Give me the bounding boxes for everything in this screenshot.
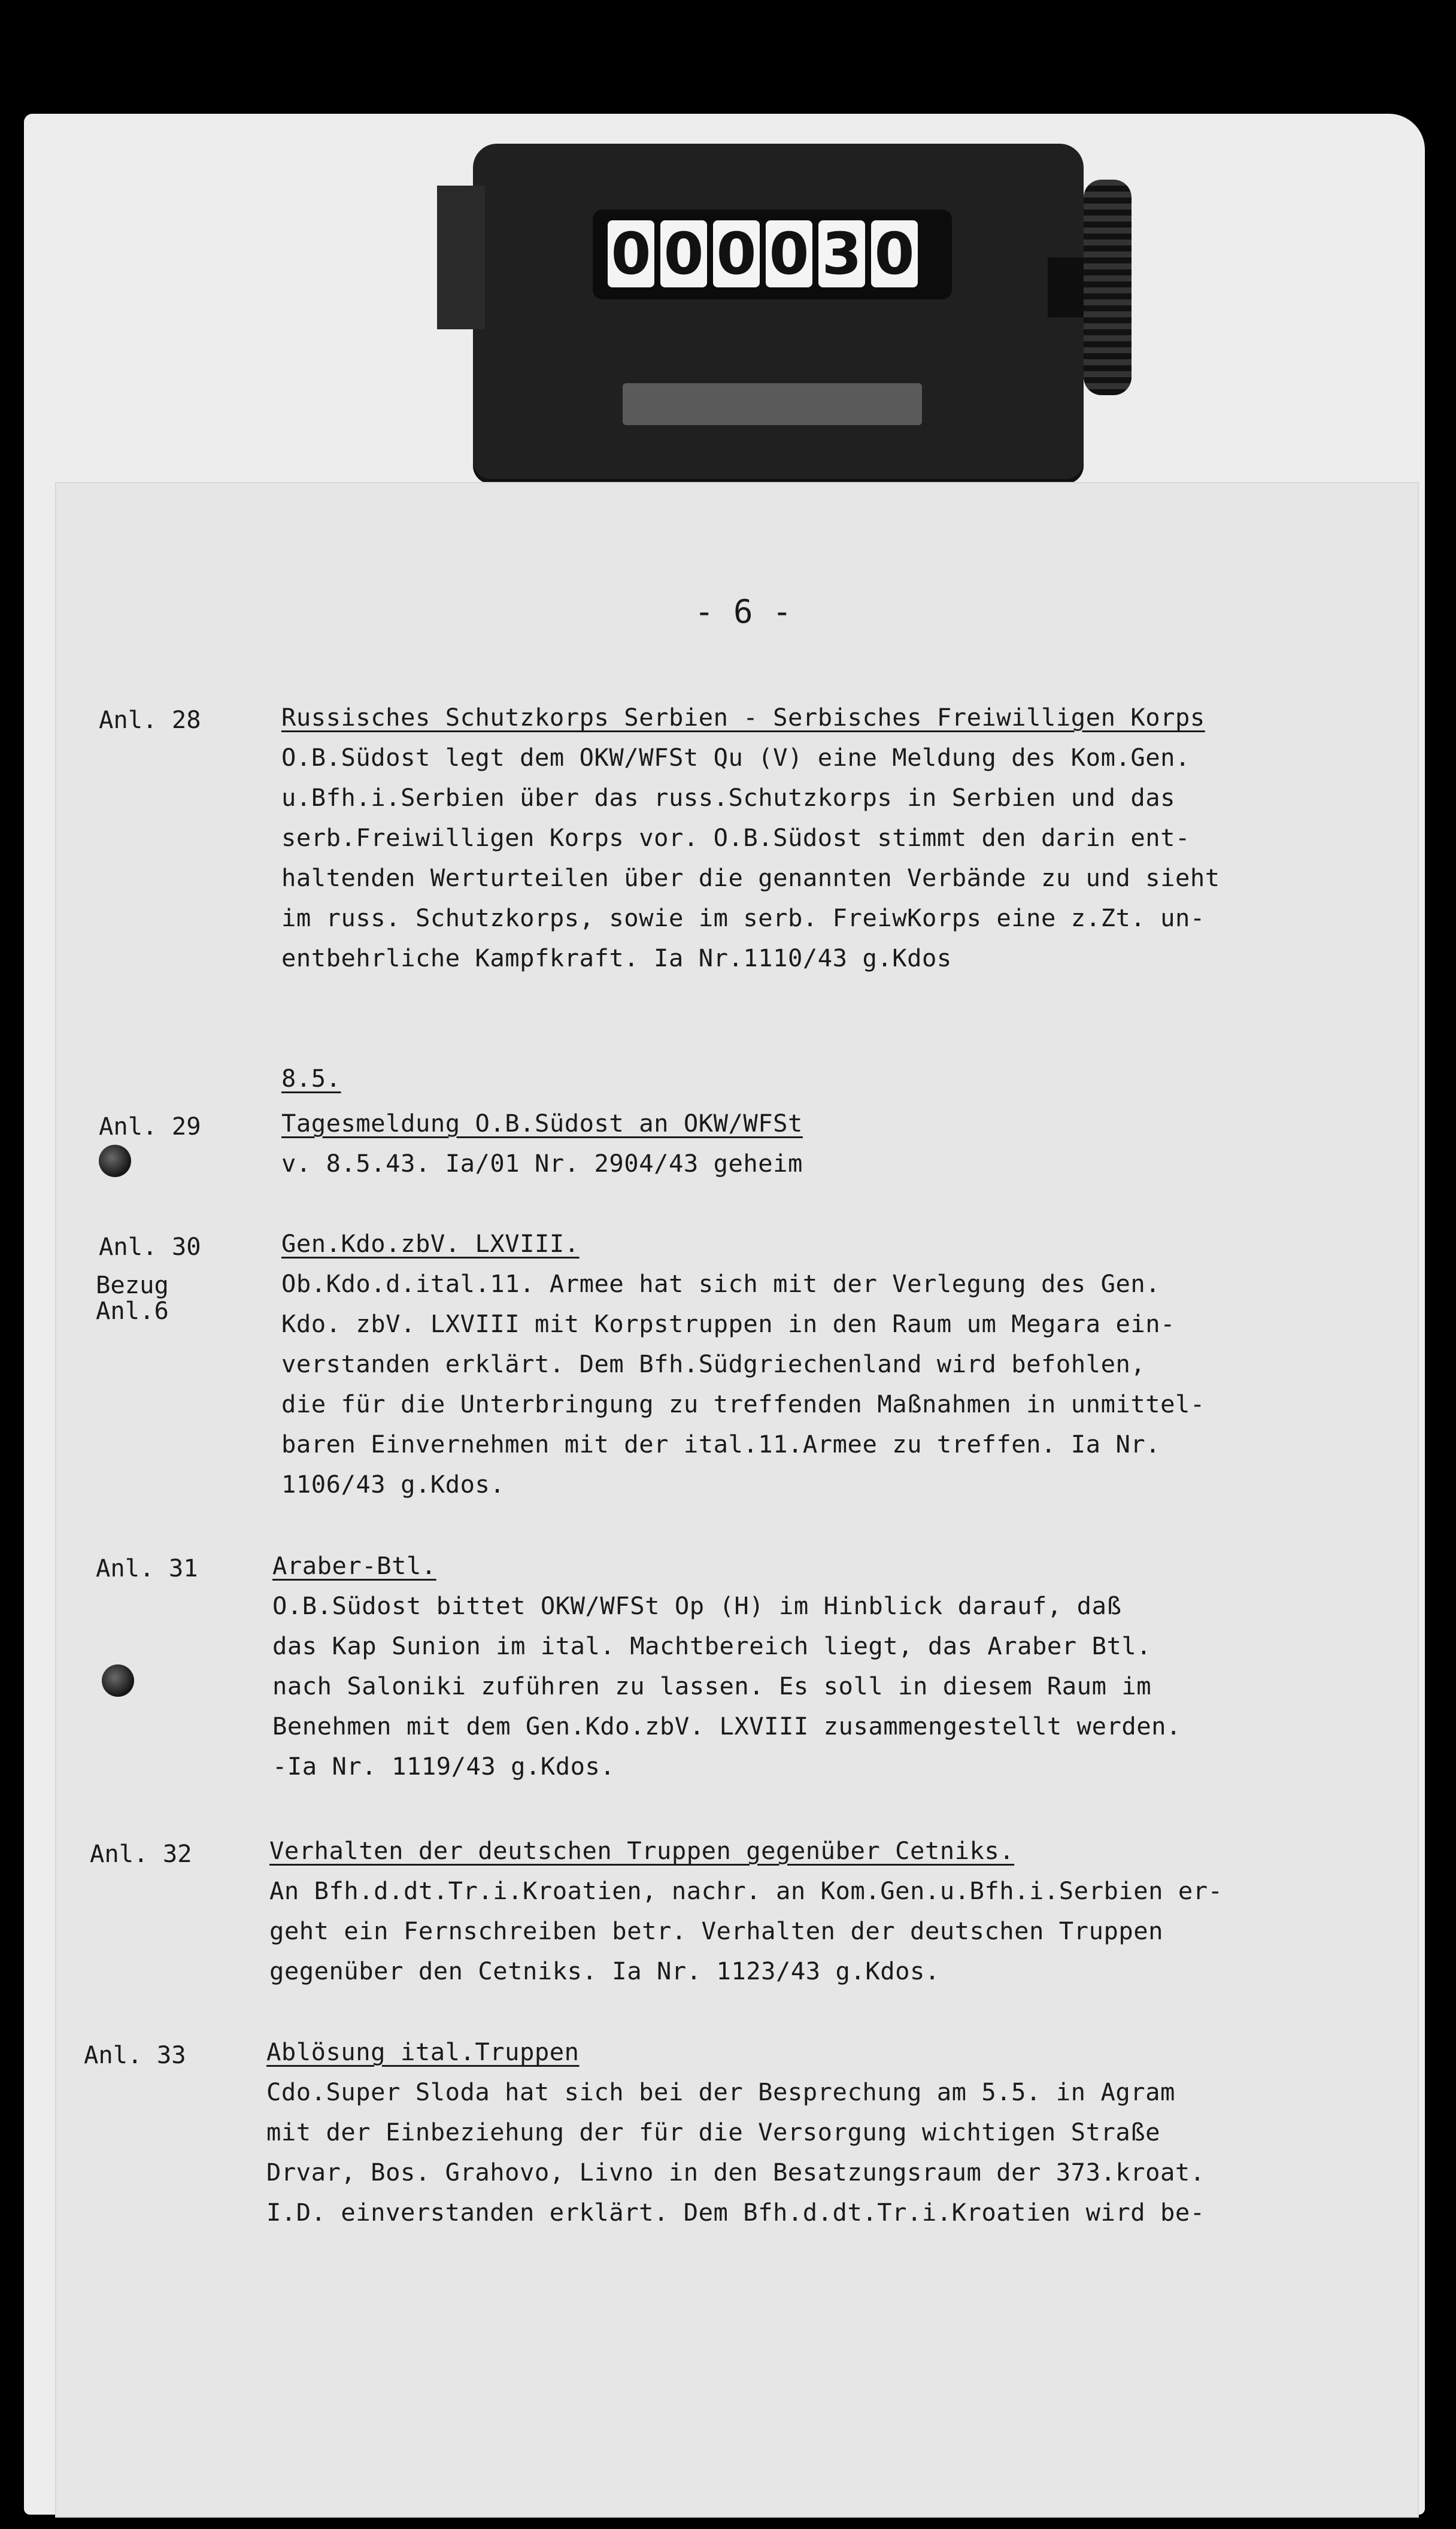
entry-line: serb.Freiwilligen Korps vor. O.B.Südost stimmt den darin ent- (281, 823, 1190, 852)
entry-line: O.B.Südost legt dem OKW/WFSt Qu (V) eine Meldung des Kom.Gen. (281, 743, 1190, 772)
entry-line: v. 8.5.43. Ia/01 Nr. 2904/43 geheim (281, 1149, 803, 1178)
entry-heading: Verhalten der deutschen Truppen gegenüber Cetniks. (269, 1836, 1015, 1865)
entry-line: O.B.Südost bittet OKW/WFSt Op (H) im Hinblick darauf, daß (272, 1591, 1122, 1620)
entry-line: geht ein Fernschreiben betr. Verhalten der deutschen Truppen (269, 1917, 1163, 1945)
entry-line: mit der Einbeziehung der für die Versorgung wichtigen Straße (266, 2118, 1160, 2146)
counter-digit: 0 (713, 220, 760, 287)
annex-label: Anl. 30 (99, 1232, 201, 1261)
reference-label: Anl.6 (96, 1296, 169, 1325)
reference-label: Bezug (96, 1270, 169, 1299)
entry-line: Kdo. zbV. LXVIII mit Korpstruppen in den Raum um Megara ein- (281, 1309, 1175, 1338)
annex-label: Anl. 31 (96, 1554, 198, 1582)
entry-heading: Gen.Kdo.zbV. LXVIII. (281, 1229, 580, 1258)
entry-line: Ob.Kdo.d.ital.11. Armee hat sich mit der Verlegung des Gen. (281, 1269, 1161, 1298)
entry-line: An Bfh.d.dt.Tr.i.Kroatien, nachr. an Kom.Gen.u.Bfh.i.Serbien er- (269, 1876, 1223, 1905)
entry-heading: Ablösung ital.Truppen (266, 2037, 580, 2066)
entry-line: im russ. Schutzkorps, sowie im serb. FreiwKorps eine z.Zt. un- (281, 903, 1205, 932)
entry-line: Benehmen mit dem Gen.Kdo.zbV. LXVIII zusammengestellt werden. (272, 1712, 1181, 1740)
entry-line: verstanden erklärt. Dem Bfh.Südgriechenland wird befohlen, (281, 1350, 1146, 1378)
annex-label: Anl. 28 (99, 705, 201, 734)
entry-line: baren Einvernehmen mit der ital.11.Armee zu treffen. Ia Nr. (281, 1430, 1161, 1458)
entry-line: u.Bfh.i.Serbien über das russ.Schutzkorps in Serbien und das (281, 783, 1175, 812)
entry-line: 1106/43 g.Kdos. (281, 1470, 505, 1499)
frame-counter-device (473, 144, 1084, 479)
annex-label: Anl. 32 (90, 1839, 192, 1868)
punch-hole (99, 1145, 131, 1177)
annex-label: Anl. 29 (99, 1112, 201, 1141)
entry-line: -Ia Nr. 1119/43 g.Kdos. (272, 1752, 615, 1781)
punch-hole (102, 1664, 134, 1697)
counter-digit: 0 (608, 220, 654, 287)
entry-line: das Kap Sunion im ital. Machtbereich liegt, das Araber Btl. (272, 1632, 1152, 1660)
page-number: - 6 - (694, 593, 792, 630)
entry-line: entbehrliche Kampfkraft. Ia Nr.1110/43 g.Kdos (281, 944, 952, 972)
entry-line: haltenden Werturteilen über die genannten Verbände zu und sieht (281, 863, 1220, 892)
counter-digits (608, 220, 918, 287)
entry-line: nach Saloniki zuführen zu lassen. Es soll in diesem Raum im (272, 1672, 1152, 1700)
counter-hinge (437, 186, 485, 329)
counter-knob (1084, 180, 1132, 395)
counter-digit: 0 (660, 220, 707, 287)
entry-line: Drvar, Bos. Grahovo, Livno in den Besatzungsraum der 373.kroat. (266, 2158, 1205, 2187)
entry-line: gegenüber den Cetniks. Ia Nr. 1123/43 g.Kdos. (269, 1957, 940, 1985)
entry-heading: Araber-Btl. (272, 1551, 436, 1580)
counter-plate (623, 383, 922, 425)
counter-digit: 3 (818, 220, 865, 287)
counter-digit: 0 (766, 220, 812, 287)
entry-heading: Tagesmeldung O.B.Südost an OKW/WFSt (281, 1109, 803, 1138)
counter-digit: 0 (871, 220, 918, 287)
entry-line: Cdo.Super Sloda hat sich bei der Besprechung am 5.5. in Agram (266, 2078, 1175, 2106)
annex-label: Anl. 33 (84, 2040, 186, 2069)
entry-date: 8.5. (281, 1064, 341, 1093)
entry-heading: Russisches Schutzkorps Serbien - Serbisches Freiwilligen Korps (281, 703, 1205, 732)
entry-line: I.D. einverstanden erklärt. Dem Bfh.d.dt.Tr.i.Kroatien wird be- (266, 2198, 1205, 2227)
entry-line: die für die Unterbringung zu treffenden Maßnahmen in unmittel- (281, 1390, 1205, 1418)
